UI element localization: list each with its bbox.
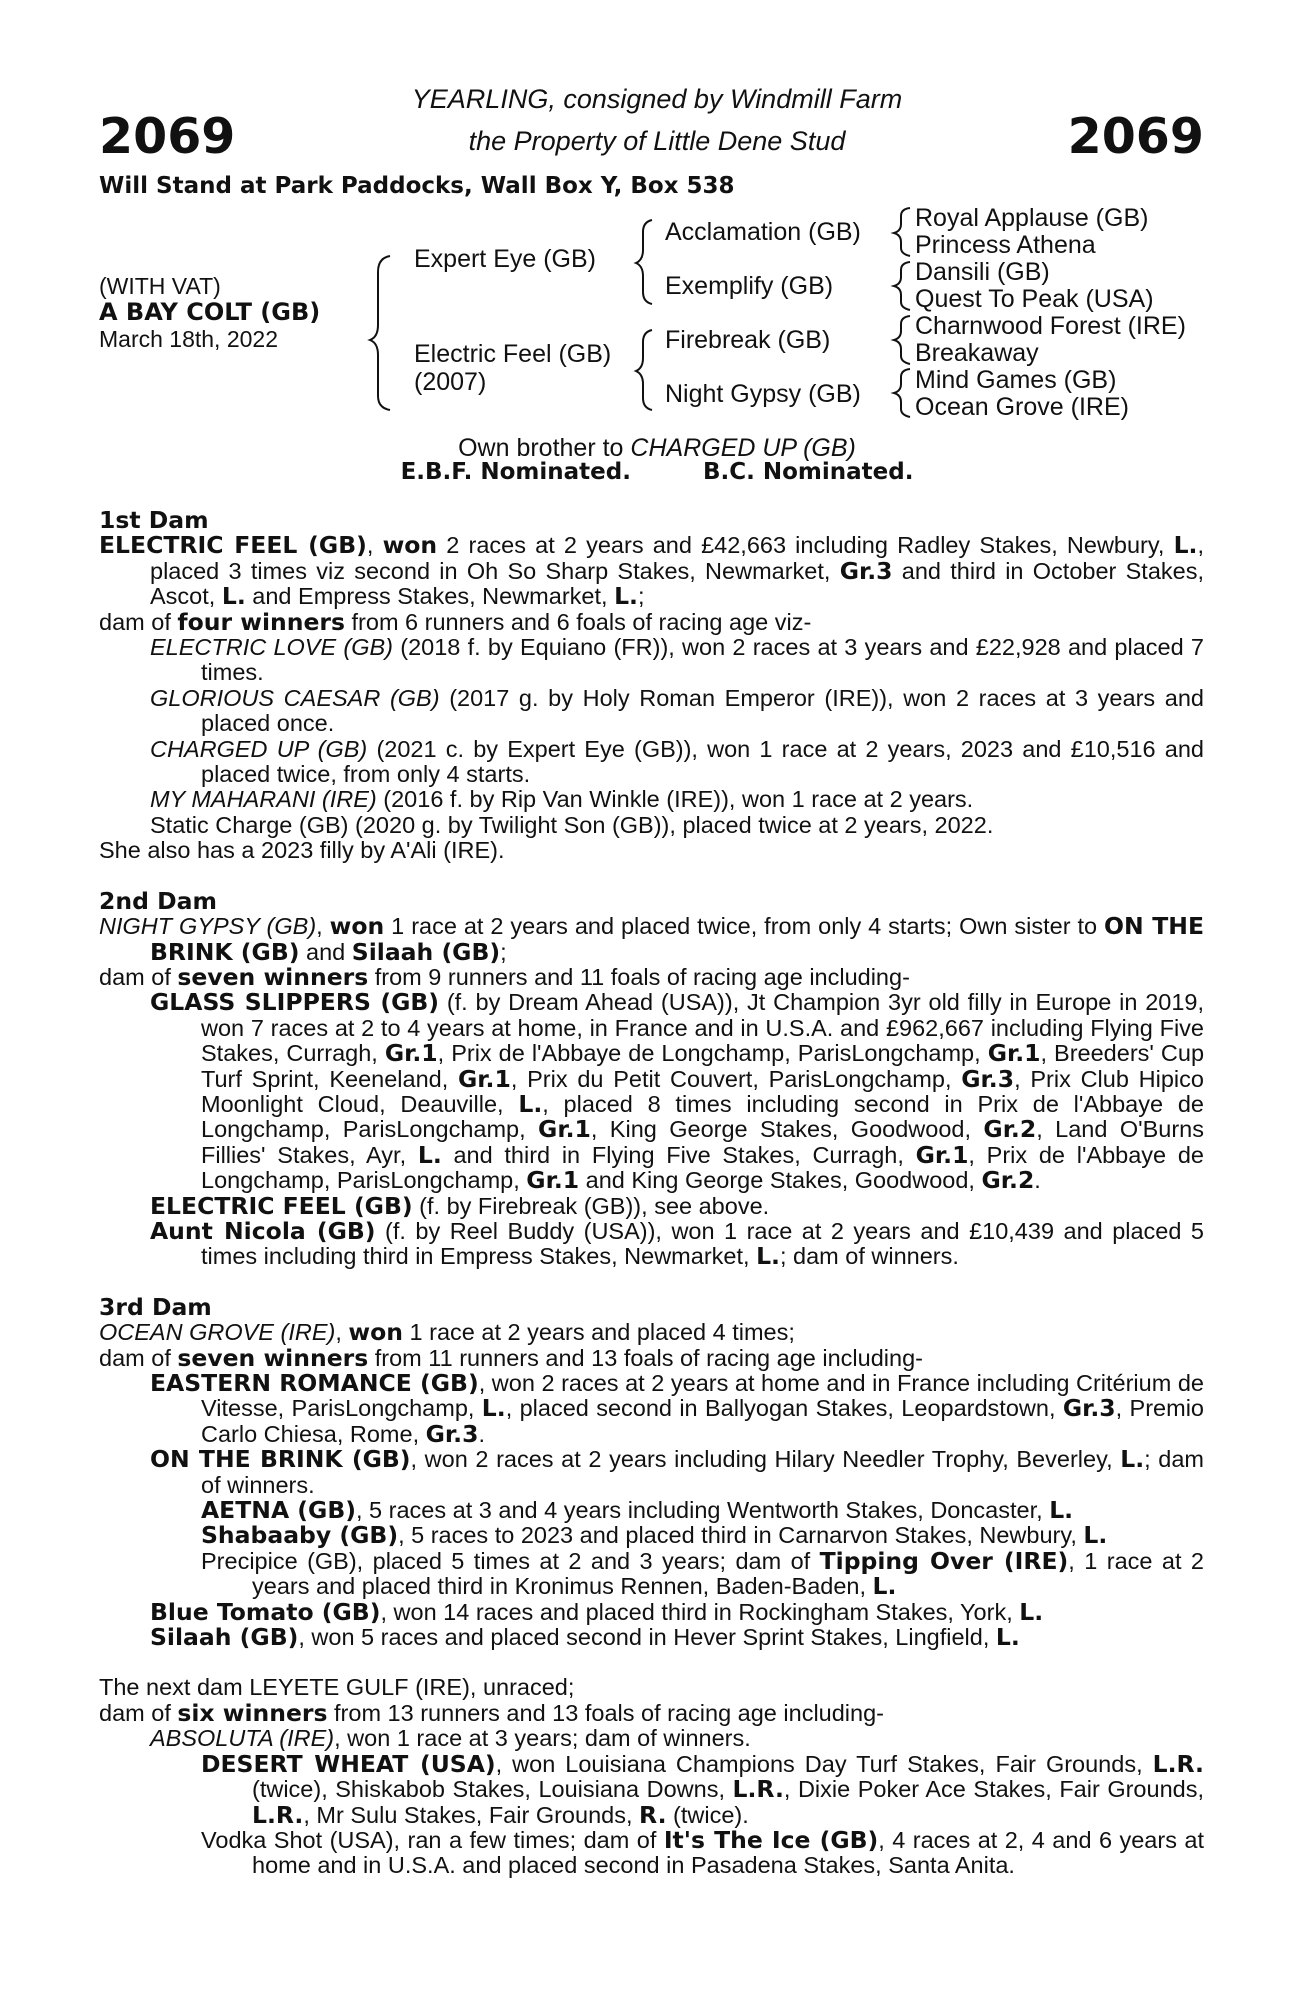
produce-item: MY MAHARANI (IRE) (2016 f. by Rip Van Winkle (IRE)), won 1 race at 2 years. xyxy=(150,786,974,813)
own-brother-note: Own brother to CHARGED UP (GB) xyxy=(458,434,856,462)
produce-item: AETNA (GB), 5 races at 3 and 4 years including Wentworth Stakes, Doncaster, L. xyxy=(201,1496,1074,1525)
horse-name: A BAY COLT (GB) xyxy=(99,298,321,326)
second-dam-heading: 2nd Dam xyxy=(99,886,217,915)
produce-item: DESERT WHEAT (USA), won Louisiana Champions Day Turf Stakes, Fair Grounds, L.R. (twice), Shiskabob Stakes, Louisiana Downs, L.R., Dixie Poker Ace Stakes, Fair Grounds, L.R., Mr Sulu Stakes, Fair Grounds, R. (twice). xyxy=(201,1749,1204,1829)
produce-item: Blue Tomato (GB), won 14 races and placed third in Rockingham Stakes, York, L. xyxy=(150,1597,1044,1626)
pedigree-sss: Royal Applause (GB) xyxy=(915,204,1149,232)
first-dam-produce-summary: dam of four winners from 6 runners and 6 foals of racing age viz- xyxy=(99,607,812,636)
produce-item: Silaah (GB), won 5 races and placed second in Hever Sprint Stakes, Lingfield, L. xyxy=(150,1623,1020,1652)
next-dam-produce-summary: dam of six winners from 13 runners and 13 foals of racing age including- xyxy=(99,1698,884,1727)
pedigree-sds: Dansili (GB) xyxy=(915,258,1050,286)
nominations xyxy=(0,459,1314,485)
pedigree-sire-sire: Acclamation (GB) xyxy=(665,218,861,246)
third-dam-record: OCEAN GROVE (IRE), won 1 race at 2 years and placed 4 times; xyxy=(99,1318,795,1347)
third-dam-produce-summary: dam of seven winners from 11 runners and 13 foals of racing age including- xyxy=(99,1343,923,1372)
pedigree-dss: Charnwood Forest (IRE) xyxy=(915,312,1186,340)
pedigree-ssd: Princess Athena xyxy=(915,231,1096,259)
lot-number-right: 2069 xyxy=(1067,108,1204,165)
produce-item: ABSOLUTA (IRE), won 1 race at 3 years; dam of winners. xyxy=(150,1725,751,1752)
produce-item: Static Charge (GB) (2020 g. by Twilight Son (GB)), placed twice at 2 years, 2022. xyxy=(150,811,994,838)
vat-note: (WITH VAT) xyxy=(99,273,221,299)
third-dam-heading: 3rd Dam xyxy=(99,1292,212,1321)
pedigree-body xyxy=(99,508,1204,1879)
first-dam-also: She also has a 2023 filly by A'Ali (IRE). xyxy=(99,837,505,864)
produce-item: EASTERN ROMANCE (GB), won 2 races at 2 years at home and in France including Critérium de Vitesse, ParisLongchamp, L., placed second in Ballyogan Stakes, Leopardstown, Gr.3, Premio Carlo Chiesa, Rome, Gr.3. xyxy=(150,1369,1204,1448)
second-dam-record: NIGHT GYPSY (GB), won 1 race at 2 years and placed twice, from only 4 starts; Own sister to ON THE BRINK (GB) and Silaah (GB); xyxy=(99,912,1205,966)
pedigree-dam-year: (2007) xyxy=(414,368,487,396)
produce-item: ON THE BRINK (GB), won 2 races at 2 years including Hilary Needler Trophy, Beverley, L.; dam of winners. xyxy=(150,1445,1205,1498)
pedigree-dam: Electric Feel (GB) xyxy=(414,340,612,368)
produce-item: GLORIOUS CAESAR (GB) (2017 g. by Holy Roman Emperor (IRE)), won 2 races at 3 years and placed once. xyxy=(150,684,1204,737)
consignment-line: YEARLING, consigned by Windmill Farm xyxy=(411,84,903,114)
pedigree-dds: Mind Games (GB) xyxy=(915,366,1117,394)
produce-item: GLASS SLIPPERS (GB) (f. by Dream Ahead (USA)), Jt Champion 3yr old filly in Europe in 2019, won 7 races at 2 to 4 years at home, in France and in U.S.A. and £962,667 including Flying Five Stakes, Curragh, Gr.1, Prix de l'Abbaye de Longchamp, ParisLongchamp, Gr.1, Breeders' Cup Turf Sprint, Keeneland, Gr.1, Prix du Petit Couvert, ParisLongchamp, Gr.3, Prix Club Hipico Moonlight Cloud, Deauville, L., placed 8 times including second in Prix de l'Abbaye de Longchamp, ParisLongchamp, Gr.1, King George Stakes, Goodwood, Gr.2, Land O'Burns Fillies' Stakes, Ayr, L. and third in Flying Five Stakes, Curragh, Gr.1, Prix de l'Abbaye de Longchamp, ParisLongchamp, Gr.1 and King George Stakes, Goodwood, Gr.2. xyxy=(150,988,1205,1195)
produce-item: Shabaaby (GB), 5 races to 2023 and placed third in Carnarvon Stakes, Newbury, L. xyxy=(201,1521,1108,1550)
pedigree-dam-dam: Night Gypsy (GB) xyxy=(665,380,861,408)
produce-item: Precipice (GB), placed 5 times at 2 and 3 years; dam of Tipping Over (IRE), 1 race at 2 years and placed third in Kronimus Rennen, Baden-Baden, L. xyxy=(201,1546,1204,1601)
produce-item: ELECTRIC LOVE (GB) (2018 f. by Equiano (FR)), won 2 races at 3 years and £22,928 and placed 7 times. xyxy=(150,634,1204,686)
produce-item: ELECTRIC FEEL (GB) (f. by Firebreak (GB)), see above. xyxy=(150,1191,770,1220)
pedigree-sire: Expert Eye (GB) xyxy=(414,245,596,273)
first-dam-heading: 1st Dam xyxy=(99,506,209,534)
produce-item: Aunt Nicola (GB) (f. by Reel Buddy (USA)), won 1 race at 2 years and £10,439 and placed 5 times including third in Empress Stakes, Newmarket, L.; dam of winners. xyxy=(150,1216,1204,1271)
horse-dob: March 18th, 2022 xyxy=(99,326,279,352)
pedigree-ddd: Ocean Grove (IRE) xyxy=(915,393,1129,421)
property-line: the Property of Little Dene Stud xyxy=(468,126,846,156)
pedigree-dam-sire: Firebreak (GB) xyxy=(665,326,831,354)
first-dam-record: ELECTRIC FEEL (GB), won 2 races at 2 years and £42,663 including Radley Stakes, Newbury, L., placed 3 times viz second in Oh So Sharp Stakes, Newmarket, Gr.3 and third in October Stakes, Ascot, L. and Empress Stakes, Newmarket, L.; xyxy=(99,531,1205,611)
ebf-nominated: E.B.F. Nominated. xyxy=(400,459,631,485)
produce-item: Vodka Shot (USA), ran a few times; dam of It's The Ice (GB), 4 races at 2, 4 and 6 years at home and in U.S.A. and placed second in Pasadena Stakes, Santa Anita. xyxy=(201,1825,1204,1879)
produce-item: CHARGED UP (GB) (2021 c. by Expert Eye (GB)), won 1 race at 2 years, 2023 and £10,516 and placed twice, from only 4 starts. xyxy=(150,735,1204,788)
next-dam-record: The next dam LEYETE GULF (IRE), unraced; xyxy=(99,1674,575,1701)
pedigree-sdd: Quest To Peak (USA) xyxy=(915,285,1154,313)
stand-location: Will Stand at Park Paddocks, Wall Box Y, Box 538 xyxy=(99,173,735,199)
pedigree-sire-dam: Exemplify (GB) xyxy=(665,272,834,300)
pedigree-dsd: Breakaway xyxy=(915,339,1039,367)
bc-nominated: B.C. Nominated. xyxy=(702,459,914,485)
second-dam-produce-summary: dam of seven winners from 9 runners and 11 foals of racing age including- xyxy=(99,962,910,991)
lot-number-left: 2069 xyxy=(99,108,236,165)
